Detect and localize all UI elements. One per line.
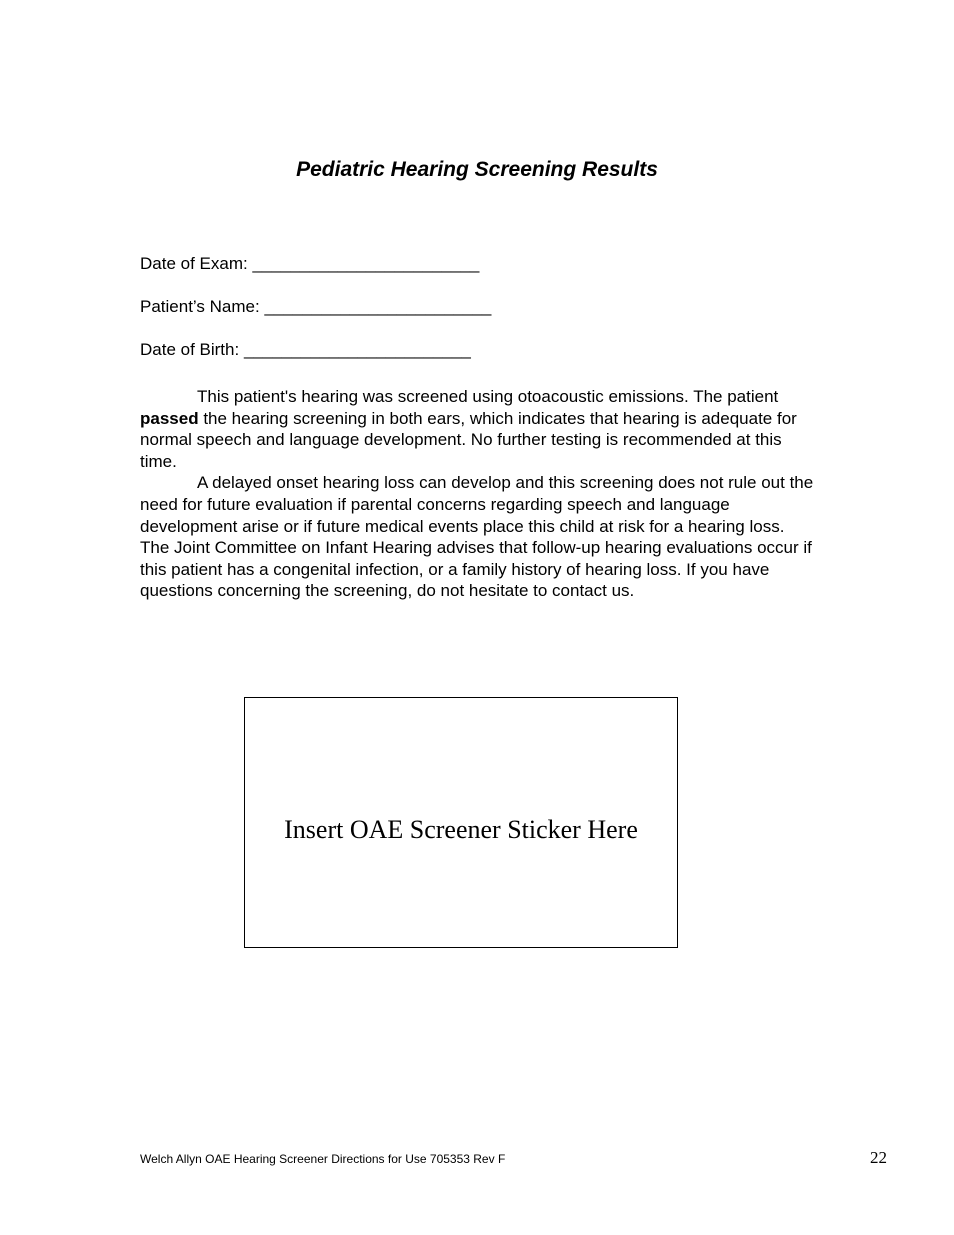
result-paragraph: [140, 386, 815, 472]
date-of-exam-label: Date of Exam:: [140, 254, 248, 273]
date-of-birth-blank: ________________________: [243, 340, 471, 359]
sticker-label: Insert OAE Screener Sticker Here: [284, 814, 638, 844]
sticker-box: [244, 697, 678, 948]
footer-text: Welch Allyn OAE Hearing Screener Directions for Use 705353 Rev F: [140, 1152, 506, 1166]
date-of-exam-field: [140, 253, 479, 275]
result-text-end: the hearing screening in both ears, which indicates that hearing is adequate for normal speech and language development. No further testing is recommended at this time.: [140, 408, 797, 471]
body-text: [140, 386, 815, 602]
page-number: 22: [870, 1148, 887, 1167]
date-of-exam-blank: ________________________: [252, 254, 480, 273]
patient-name-label: Patient’s Name:: [140, 297, 260, 316]
result-passed-emphasis: passed: [140, 408, 199, 428]
patient-name-field: [140, 296, 491, 318]
result-text-start: This patient's hearing was screened using otoacoustic emissions. The patient: [197, 387, 779, 406]
patient-name-blank: ________________________: [264, 297, 492, 316]
date-of-birth-label: Date of Birth:: [140, 340, 240, 359]
followup-paragraph: A delayed onset hearing loss can develop and this screening does not rule out the need for future evaluation if parental concerns regarding speech and language development arise or if future medical events place this child at risk for a hearing loss. The Joint Committee on Infant Hearing advises that follow-up hearing evaluations occur if this patient has a congenital infection, or a family history of hearing loss. If you have questions concerning the screening, do not hesitate to contact us.: [140, 473, 814, 601]
page-title: Pediatric Hearing Screening Results: [296, 158, 658, 181]
date-of-birth-field: [140, 339, 471, 361]
